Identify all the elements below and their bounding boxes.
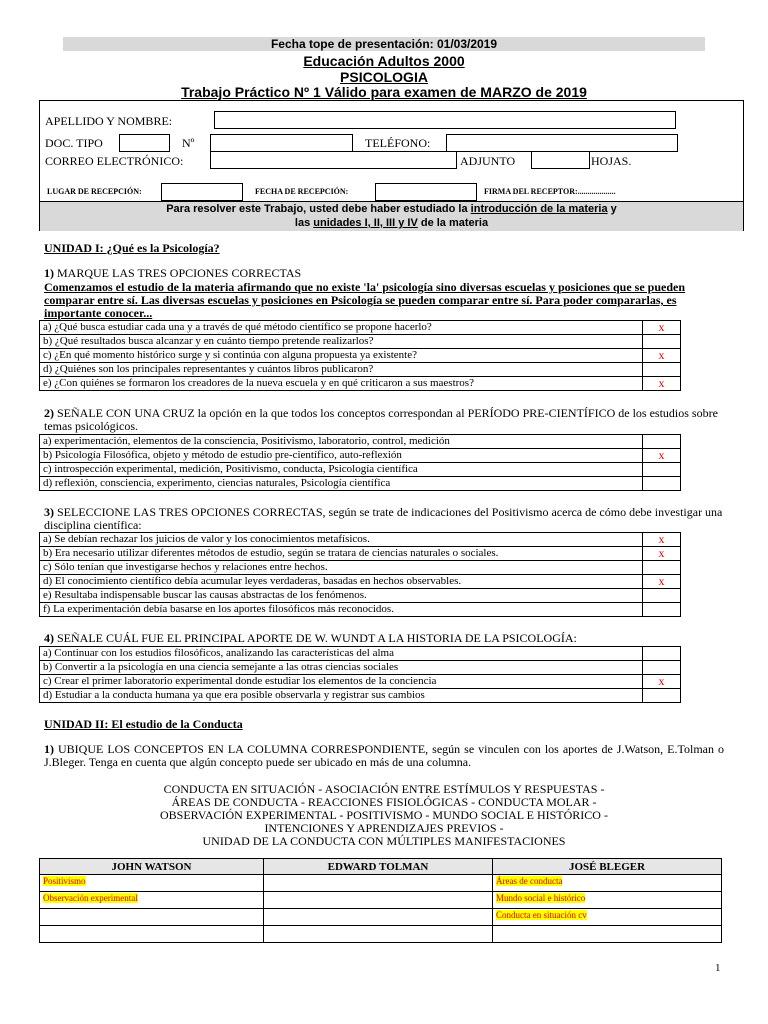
option-text: f) La experimentación debía basarse en los aportes filosóficos más reconocidos. [40,603,643,617]
option-text: e) Resultaba indispensable buscar las causas abstractas de los fenómenos. [40,589,643,603]
concept-line: CONDUCTA EN SITUACIÓN - ASOCIACIÓN ENTRE ESTÍMULOS Y RESPUESTAS - [163,782,605,796]
option-text: a) Continuar con los estudios filosóficos, analizando las características del alma [40,647,643,661]
u1-q3-title: SELECCIONE LAS TRES OPCIONES CORRECTAS, según se trate de indicaciones del Positivismo acerca de cómo debe investigar una disciplina científica: [44,505,723,532]
table-row [40,909,722,926]
u1-q3-number: 3) [44,505,54,519]
concept-line: UNIDAD DE LA CONDUCTA CON MÚLTIPLES MANIFESTACIONES [202,834,566,848]
option-text: a) experimentación, elementos de la consciencia, Positivismo, laboratorio, control, medición [40,435,643,449]
option-row [40,675,681,689]
answer-checkbox[interactable] [643,435,681,449]
email-label: CORREO ELECTRÓNICO: [45,154,184,168]
option-text: d) reflexión, consciencia, experimento, ciencias naturales, Psicología científica [40,477,643,491]
date-field[interactable] [375,183,477,201]
answer-checkbox[interactable] [643,477,681,491]
option-text: e) ¿Con quiénes se formaron los creadores de la nueva escuela y en qué criticaron a sus maestros? [40,377,643,391]
sign-label: FIRMA DEL RECEPTOR:................... [484,187,616,196]
phone-label: TELÉFONO: [365,136,431,150]
attach-count-field[interactable] [531,151,590,169]
option-row [40,363,681,377]
column-header: JOHN WATSON [40,859,264,875]
answer-checkbox[interactable]: x [643,575,681,589]
u2-q1-number: 1) [44,742,54,756]
answer-cell[interactable] [40,926,264,943]
table-row [40,892,722,909]
doc-number-field[interactable] [210,134,353,152]
option-row [40,349,681,363]
option-text: c) Crear el primer laboratorio experimental donde estudiar los elementos de la conciencia [40,675,643,689]
notice-text-5: unidades I, II, III y IV [313,217,418,229]
column-header: EDWARD TOLMAN [263,859,492,875]
answer-checkbox[interactable] [643,661,681,675]
deadline: Fecha tope de presentación: 01/03/2019 [270,37,498,51]
option-row [40,477,681,491]
u2-q1-heading [44,743,724,769]
option-text: d) Estudiar a la conducta humana ya que era posible observarla y registrar sus cambios [40,689,643,703]
answer-checkbox[interactable]: x [643,547,681,561]
u1-q1-options [39,320,681,391]
table-row [40,926,722,943]
institution: Educación Adultos 2000 [303,53,465,69]
date-label: FECHA DE RECEPCIÓN: [255,187,349,196]
u1-q2-heading [44,407,724,433]
u1-q1-title: MARQUE LAS TRES OPCIONES CORRECTAS [57,266,302,280]
option-row [40,377,681,391]
answer-cell[interactable] [40,875,264,892]
answer-text: Conducta en situación cv [495,910,587,920]
answer-checkbox[interactable] [643,589,681,603]
answer-text: Mundo social e histórico [495,893,586,903]
option-row [40,449,681,463]
option-text: b) Convertir a la psicología en una ciencia semejante a las otras ciencias sociales [40,661,643,675]
answer-checkbox[interactable] [643,603,681,617]
option-row [40,603,681,617]
u1-q4-title: SEÑALE CUÁL FUE EL PRINCIPAL APORTE DE W. WUNDT A LA HISTORIA DE LA PSICOLOGÍA: [57,631,577,645]
doc-label: DOC. TIPO [45,136,103,150]
answer-checkbox[interactable]: x [643,349,681,363]
email-field[interactable] [210,151,457,169]
concept-line: ÁREAS DE CONDUCTA - REACCIONES FISIOLÓGICAS - CONDUCTA MOLAR - [171,795,597,809]
option-text: a) Se debían rechazar los juicios de valor y los conocimientos metafísicos. [40,533,643,547]
phone-field[interactable] [446,134,678,152]
u1-q4-heading [44,632,724,645]
option-row [40,435,681,449]
option-row [40,575,681,589]
u1-q2-title: SEÑALE CON UNA CRUZ la opción en la que todos los conceptos correspondan al PERÍODO PRE-CIENTÍFICO de los estudios sobre temas psicológicos. [44,406,718,433]
option-row [40,335,681,349]
option-row [40,589,681,603]
answer-checkbox[interactable] [643,363,681,377]
answer-cell[interactable] [263,926,492,943]
name-label: APELLIDO Y NOMBRE: [45,114,173,128]
answer-checkbox[interactable] [643,561,681,575]
notice-text-1: Para resolver este Trabajo, usted debe haber estudiado la [166,203,468,215]
answer-cell[interactable] [492,875,721,892]
answer-cell[interactable] [40,909,264,926]
u1-q4-number: 4) [44,631,54,645]
unit1-title: UNIDAD I: ¿Qué es la Psicología? [44,241,220,255]
notice-text-2: introducción de la materia [470,203,608,215]
u1-q2-number: 2) [44,406,54,420]
page-number: 1 [715,962,721,974]
u1-q3-options [39,532,681,617]
option-text: c) introspección experimental, medición, Positivismo, conducta, Psicología científica [40,463,643,477]
student-form [39,100,744,231]
u1-q2-options [39,434,681,491]
u1-q1-number: 1) [44,266,54,280]
answer-cell[interactable] [492,926,721,943]
answer-checkbox[interactable]: x [643,321,681,335]
option-text: a) ¿Qué busca estudiar cada una y a través de qué método científico se propone hacerlo? [40,321,643,335]
answer-checkbox[interactable] [643,647,681,661]
option-row [40,647,681,661]
attach-label: ADJUNTO [460,154,516,168]
answer-cell[interactable] [263,875,492,892]
option-text: b) ¿Qué resultados busca alcanzar y en cuánto tiempo pretende realizarlos? [40,335,643,349]
classification-table [39,858,722,943]
option-row [40,533,681,547]
notice-text-6: de la materia [420,217,489,229]
unit2-title: UNIDAD II: El estudio de la Conducta [44,717,243,731]
option-row [40,547,681,561]
notice-text-3: y [610,203,617,215]
study-notice [40,201,743,231]
subject: PSICOLOGIA [340,69,428,85]
assignment-title: Trabajo Práctico Nº 1 Válido para examen de MARZO de 2019 [181,84,587,100]
answer-checkbox[interactable]: x [643,675,681,689]
option-row [40,561,681,575]
option-text: d) ¿Quiénes son los principales representantes y cuántos libros publicaron? [40,363,643,377]
answer-cell[interactable] [492,892,721,909]
answer-checkbox[interactable]: x [643,533,681,547]
answer-checkbox[interactable] [643,335,681,349]
u1-q1-heading [44,267,724,280]
notice-text-4: las [294,217,311,229]
place-label: LUGAR DE RECEPCIÓN: [47,187,142,196]
answer-checkbox[interactable]: x [643,377,681,391]
answer-text: Positivismo [43,876,86,886]
answer-text: Áreas de conducta [495,876,563,886]
place-field[interactable] [161,183,243,201]
column-header: JOSÉ BLEGER [492,859,721,875]
name-field[interactable] [214,111,676,129]
num-label: Nº [182,136,195,150]
concept-line: INTENCIONES Y APRENDIZAJES PREVIOS - [264,821,504,835]
option-row [40,463,681,477]
pages-label: HOJAS. [591,154,632,168]
concept-line: OBSERVACIÓN EXPERIMENTAL - POSITIVISMO - MUNDO SOCIAL E HISTÓRICO - [160,808,608,822]
answer-checkbox[interactable]: x [643,449,681,463]
answer-cell[interactable] [492,909,721,926]
option-text: d) El conocimiento científico debía acumular leyes verdaderas, basadas en hechos observables. [40,575,643,589]
option-text: c) Sólo tenían que investigarse hechos y relaciones entre hechos. [40,561,643,575]
option-text: b) Era necesario utilizar diferentes métodos de estudio, según se tratara de ciencias naturales o sociales. [40,547,643,561]
option-row [40,321,681,335]
answer-text: Observación experimental [43,893,138,903]
u2-q1-title: UBIQUE LOS CONCEPTOS EN LA COLUMNA CORRESPONDIENTE, según se vinculen con los aportes de J.Watson, E.Tolman o J.Bleger. Tenga en cuenta que algún concepto puede ser ubicado en más de una columna. [44,742,724,769]
u1-q1-note: Comenzamos el estudio de la materia afirmando que no existe 'la' psicología sino diversas escuelas y posiciones que se pueden comparar entre sí. Las diversas escuelas y posiciones en Psicología se pueden comparar entre sí. Para poder compararlas, es importante conocer... [44,280,686,320]
concept-list [0,783,768,848]
option-text: b) Psicología Filosófica, objeto y método de estudio pre-científico, auto-reflexión [40,449,643,463]
answer-cell[interactable] [263,892,492,909]
answer-cell[interactable] [263,909,492,926]
u1-q3-heading [44,506,724,532]
option-text: c) ¿En qué momento histórico surge y si continúa con alguna propuesta ya existente? [40,349,643,363]
option-row [40,689,681,703]
answer-checkbox[interactable] [643,463,681,477]
option-row [40,661,681,675]
answer-cell[interactable] [40,892,264,909]
u1-q4-options [39,646,681,703]
table-row [40,875,722,892]
answer-checkbox[interactable] [643,689,681,703]
doc-type-field[interactable] [119,134,170,152]
